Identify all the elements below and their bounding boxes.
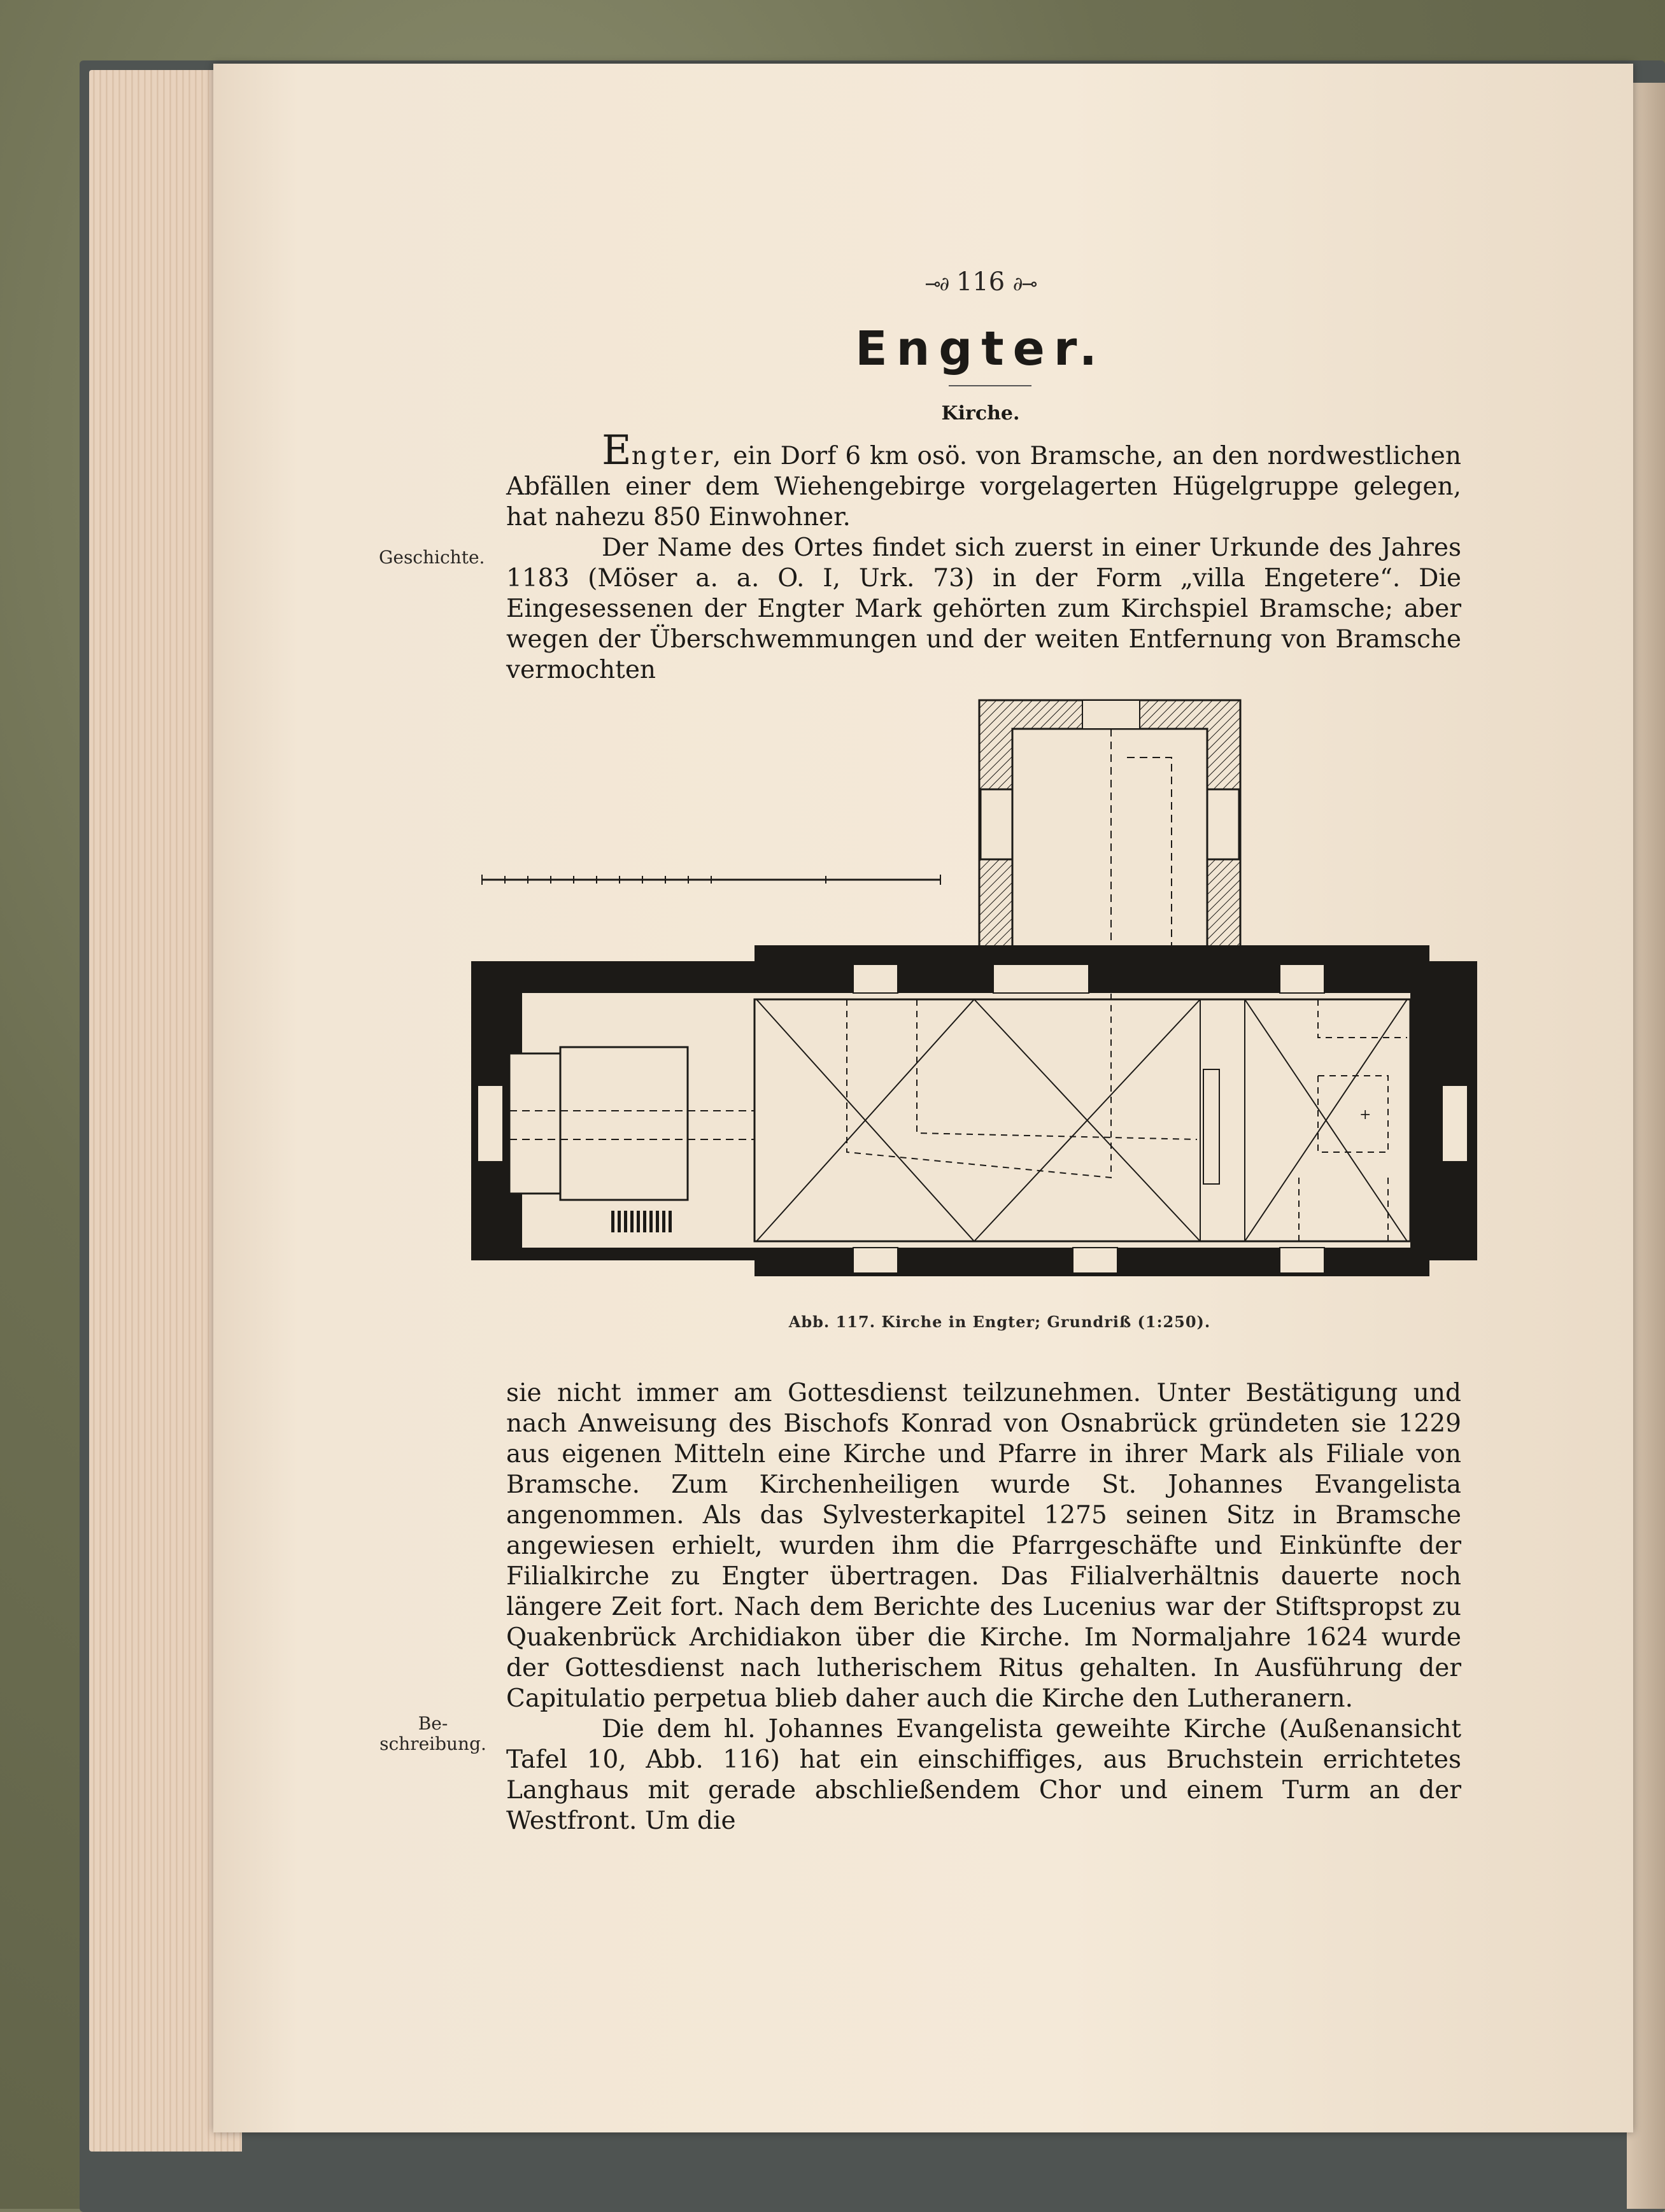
paragraph-intro-text: ein Dorf 6 km osö. von Bramsche, an den nordwestlichen Abfällen einer dem Wiehengebirge vorgelagerten Hügelgruppe gelegen, hat nahezu 850 Einwohner. [506, 442, 1461, 532]
right-ornament-icon: ∂⊸ [1012, 273, 1037, 295]
margin-note-beschreibung-line2: schreibung. [379, 1733, 486, 1754]
margin-note-beschreibung-line1: Be- [418, 1713, 448, 1734]
body-block [506, 1378, 1461, 1836]
title-rule [949, 385, 1031, 386]
plan-cross-icon: + [1359, 1107, 1371, 1123]
intro-block [506, 427, 1461, 686]
paragraph-description: Die dem hl. Johannes Evangelista geweihte Kirche (Außenansicht Tafel 10, Abb. 116) hat ein einschiffiges, aus Bruchstein errichtetes Langhaus mit gerade abschließendem Chor und einem Turm an der Westfront. Um die [506, 1715, 1461, 1835]
left-ornament-icon: ⊸∂ [925, 273, 949, 295]
section-subtitle: Kirche. [941, 402, 1020, 425]
margin-note-beschreibung [379, 1714, 487, 1754]
page-number-value: 116 [956, 267, 1005, 297]
tower-walls [979, 700, 1240, 961]
spaced-word: ngter, [631, 442, 725, 470]
paragraph-history: Der Name des Ortes findet sich zuerst in einer Urkunde des Jahres 1183 (Möser a. a. O. I, Urk. 73) in der Form „villa Engetere“. Die Eingesessenen der Engter Mark gehörten zum Kirchspiel Bramsche; aber wegen der Überschwemmungen und der weiten Entfernung von Bramsche vermochten [506, 533, 1461, 684]
church-floor-plan [471, 694, 1490, 1292]
dropcap: E [602, 427, 632, 474]
paragraph-intro [506, 427, 1461, 533]
margin-note-geschichte: Geschichte. [379, 547, 485, 568]
figure-caption: Abb. 117. Kirche in Engter; Grundriß (1:250). [788, 1313, 1211, 1331]
page-number [904, 267, 1057, 297]
paragraph-founding: sie nicht immer am Gottesdienst teilzunehmen. Unter Bestätigung und nach Anweisung des Bischofs Konrad von Osnabrück gründeten sie 1229 aus eigenen Mitteln eine Kirche und Pfarre in ihrer Mark als Filiale von Bramsche. Zum Kirchenheiligen wurde St. Johannes Evangelista angenommen. Als das Sylvesterkapitel 1275 seinen Sitz in Bramsche angewiesen erhielt, wurden ihm die Pfarrgeschäfte und Einkünfte der Filialkirche zu Engter übertragen. Das Filialverhältnis dauerte noch längere Zeit fort. Nach dem Berichte des Lucenius war der Stiftspropst zu Quakenbrück Archidiakon über die Kirche. Im Normaljahre 1624 wurde der Gottesdienst nach lutherischem Ritus gehalten. In Ausführung der Capitulatio perpetua blieb daher auch die Kirche den Lutheranern. [506, 1379, 1461, 1713]
page-title: Engter. [855, 321, 1106, 376]
